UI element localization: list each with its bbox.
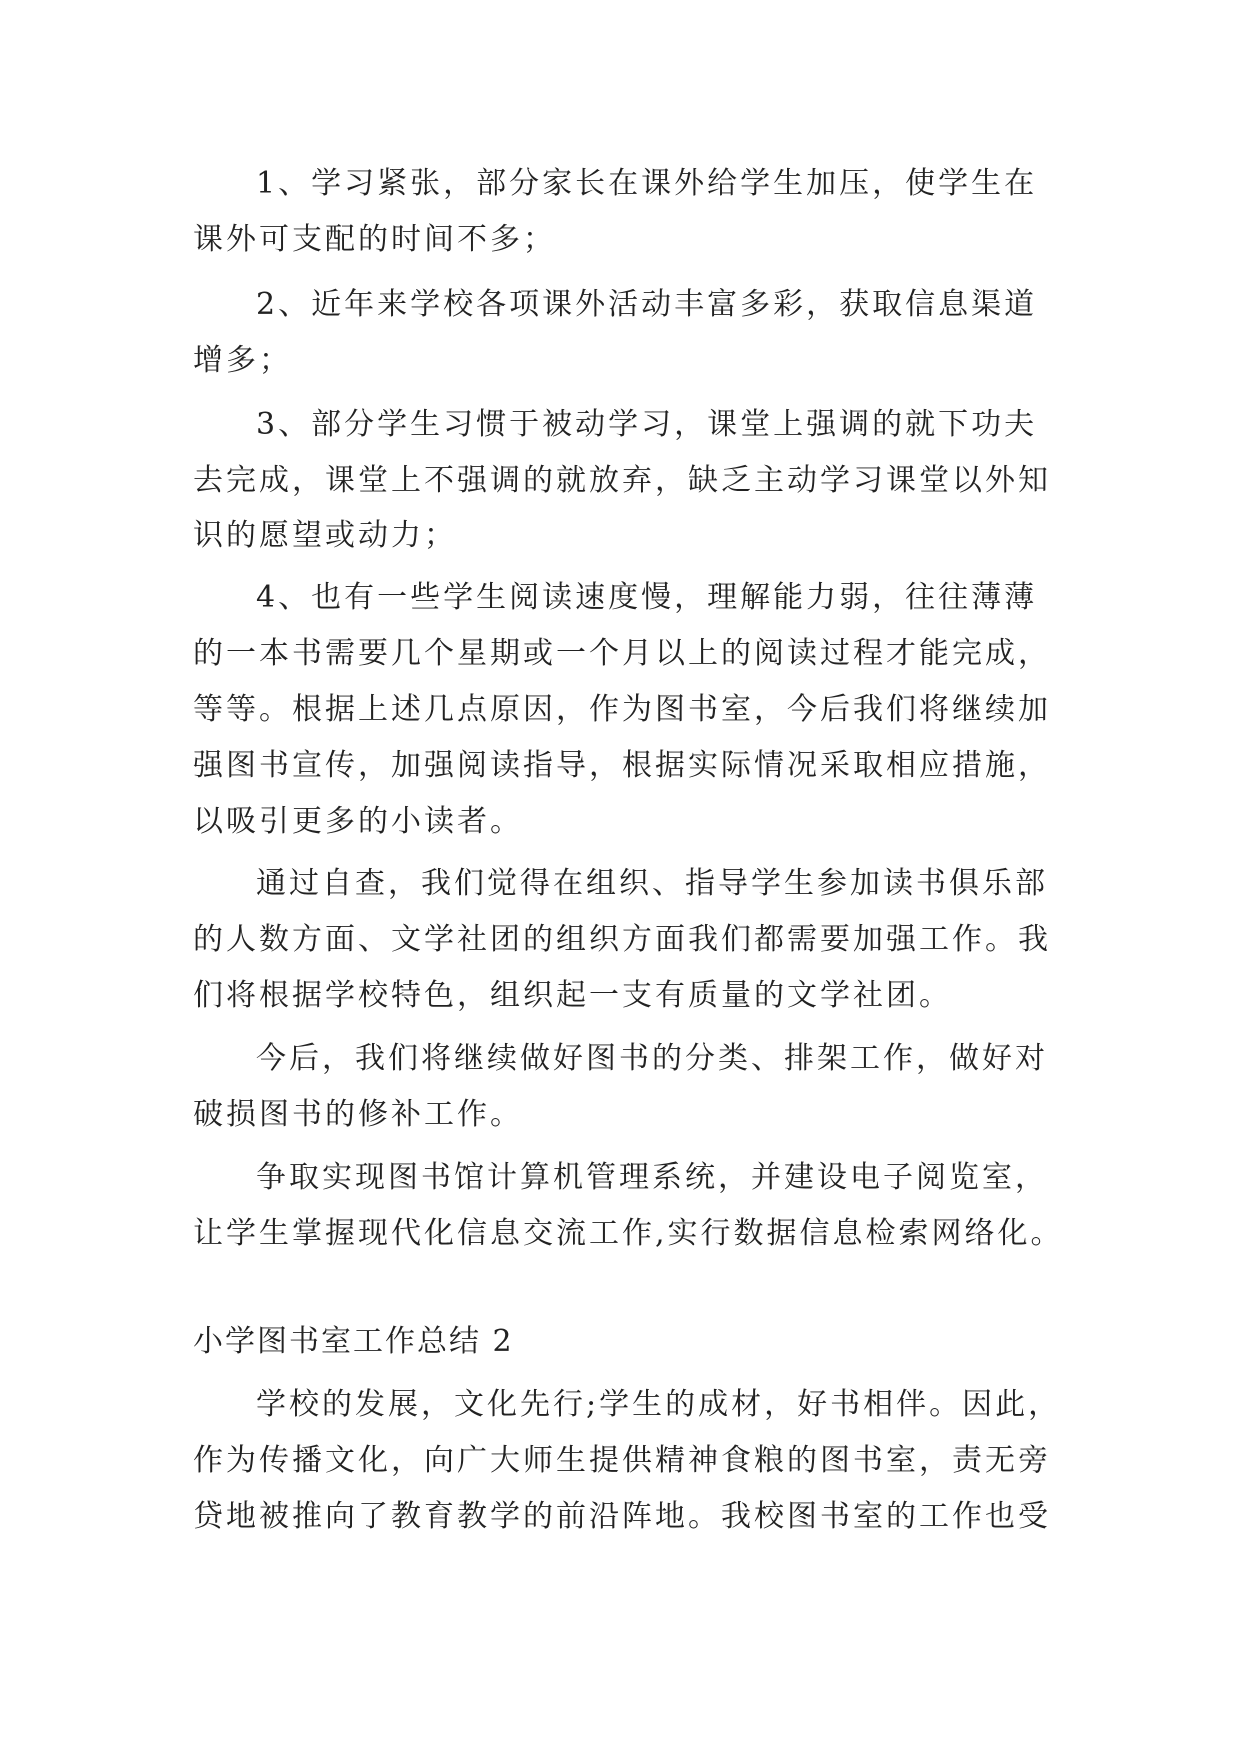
paragraph-line: 今后，我们将继续做好图书的分类、排架工作，做好对: [256, 1041, 1048, 1076]
paragraph-line: 让学生掌握现代化信息交流工作,实行数据信息检索网络化。: [193, 1216, 1064, 1251]
paragraph-line: 识的愿望或动力；: [193, 518, 457, 553]
section-heading: 小学图书室工作总结 2: [193, 1324, 514, 1359]
paragraph-line: 的人数方面、文学社团的组织方面我们都需要加强工作。我: [193, 922, 1051, 957]
paragraph-line: 课外可支配的时间不多；: [193, 222, 556, 257]
paragraph-line: 贷地被推向了教育教学的前沿阵地。我校图书室的工作也受: [193, 1499, 1051, 1534]
paragraph-line: 破损图书的修补工作。: [193, 1097, 523, 1132]
paragraph-line: 去完成，课堂上不强调的就放弃，缺乏主动学习课堂以外知: [193, 463, 1051, 498]
paragraph-line: 4、也有一些学生阅读速度慢，理解能力弱，往往薄薄: [256, 580, 1038, 615]
paragraph-line: 强图书宣传，加强阅读指导，根据实际情况采取相应措施，: [193, 748, 1051, 783]
paragraph-line: 等等。根据上述几点原因，作为图书室，今后我们将继续加: [193, 692, 1051, 727]
paragraph-line: 1、学习紧张，部分家长在课外给学生加压，使学生在: [256, 166, 1038, 201]
paragraph-line: 争取实现图书馆计算机管理系统，并建设电子阅览室，: [256, 1160, 1048, 1195]
paragraph-line: 们将根据学校特色，组织起一支有质量的文学社团。: [193, 978, 952, 1013]
paragraph-line: 作为传播文化，向广大师生提供精神食粮的图书室，责无旁: [193, 1443, 1051, 1478]
paragraph-line: 2、近年来学校各项课外活动丰富多彩，获取信息渠道: [256, 287, 1038, 322]
paragraph-line: 学校的发展，文化先行;学生的成材，好书相伴。因此，: [256, 1387, 1062, 1422]
paragraph-line: 通过自查，我们觉得在组织、指导学生参加读书俱乐部: [256, 866, 1048, 901]
paragraph-line: 以吸引更多的小读者。: [193, 804, 523, 839]
paragraph-line: 增多；: [193, 343, 292, 378]
paragraph-line: 3、部分学生习惯于被动学习，课堂上强调的就下功夫: [256, 407, 1038, 442]
paragraph-line: 的一本书需要几个星期或一个月以上的阅读过程才能完成，: [193, 636, 1051, 671]
